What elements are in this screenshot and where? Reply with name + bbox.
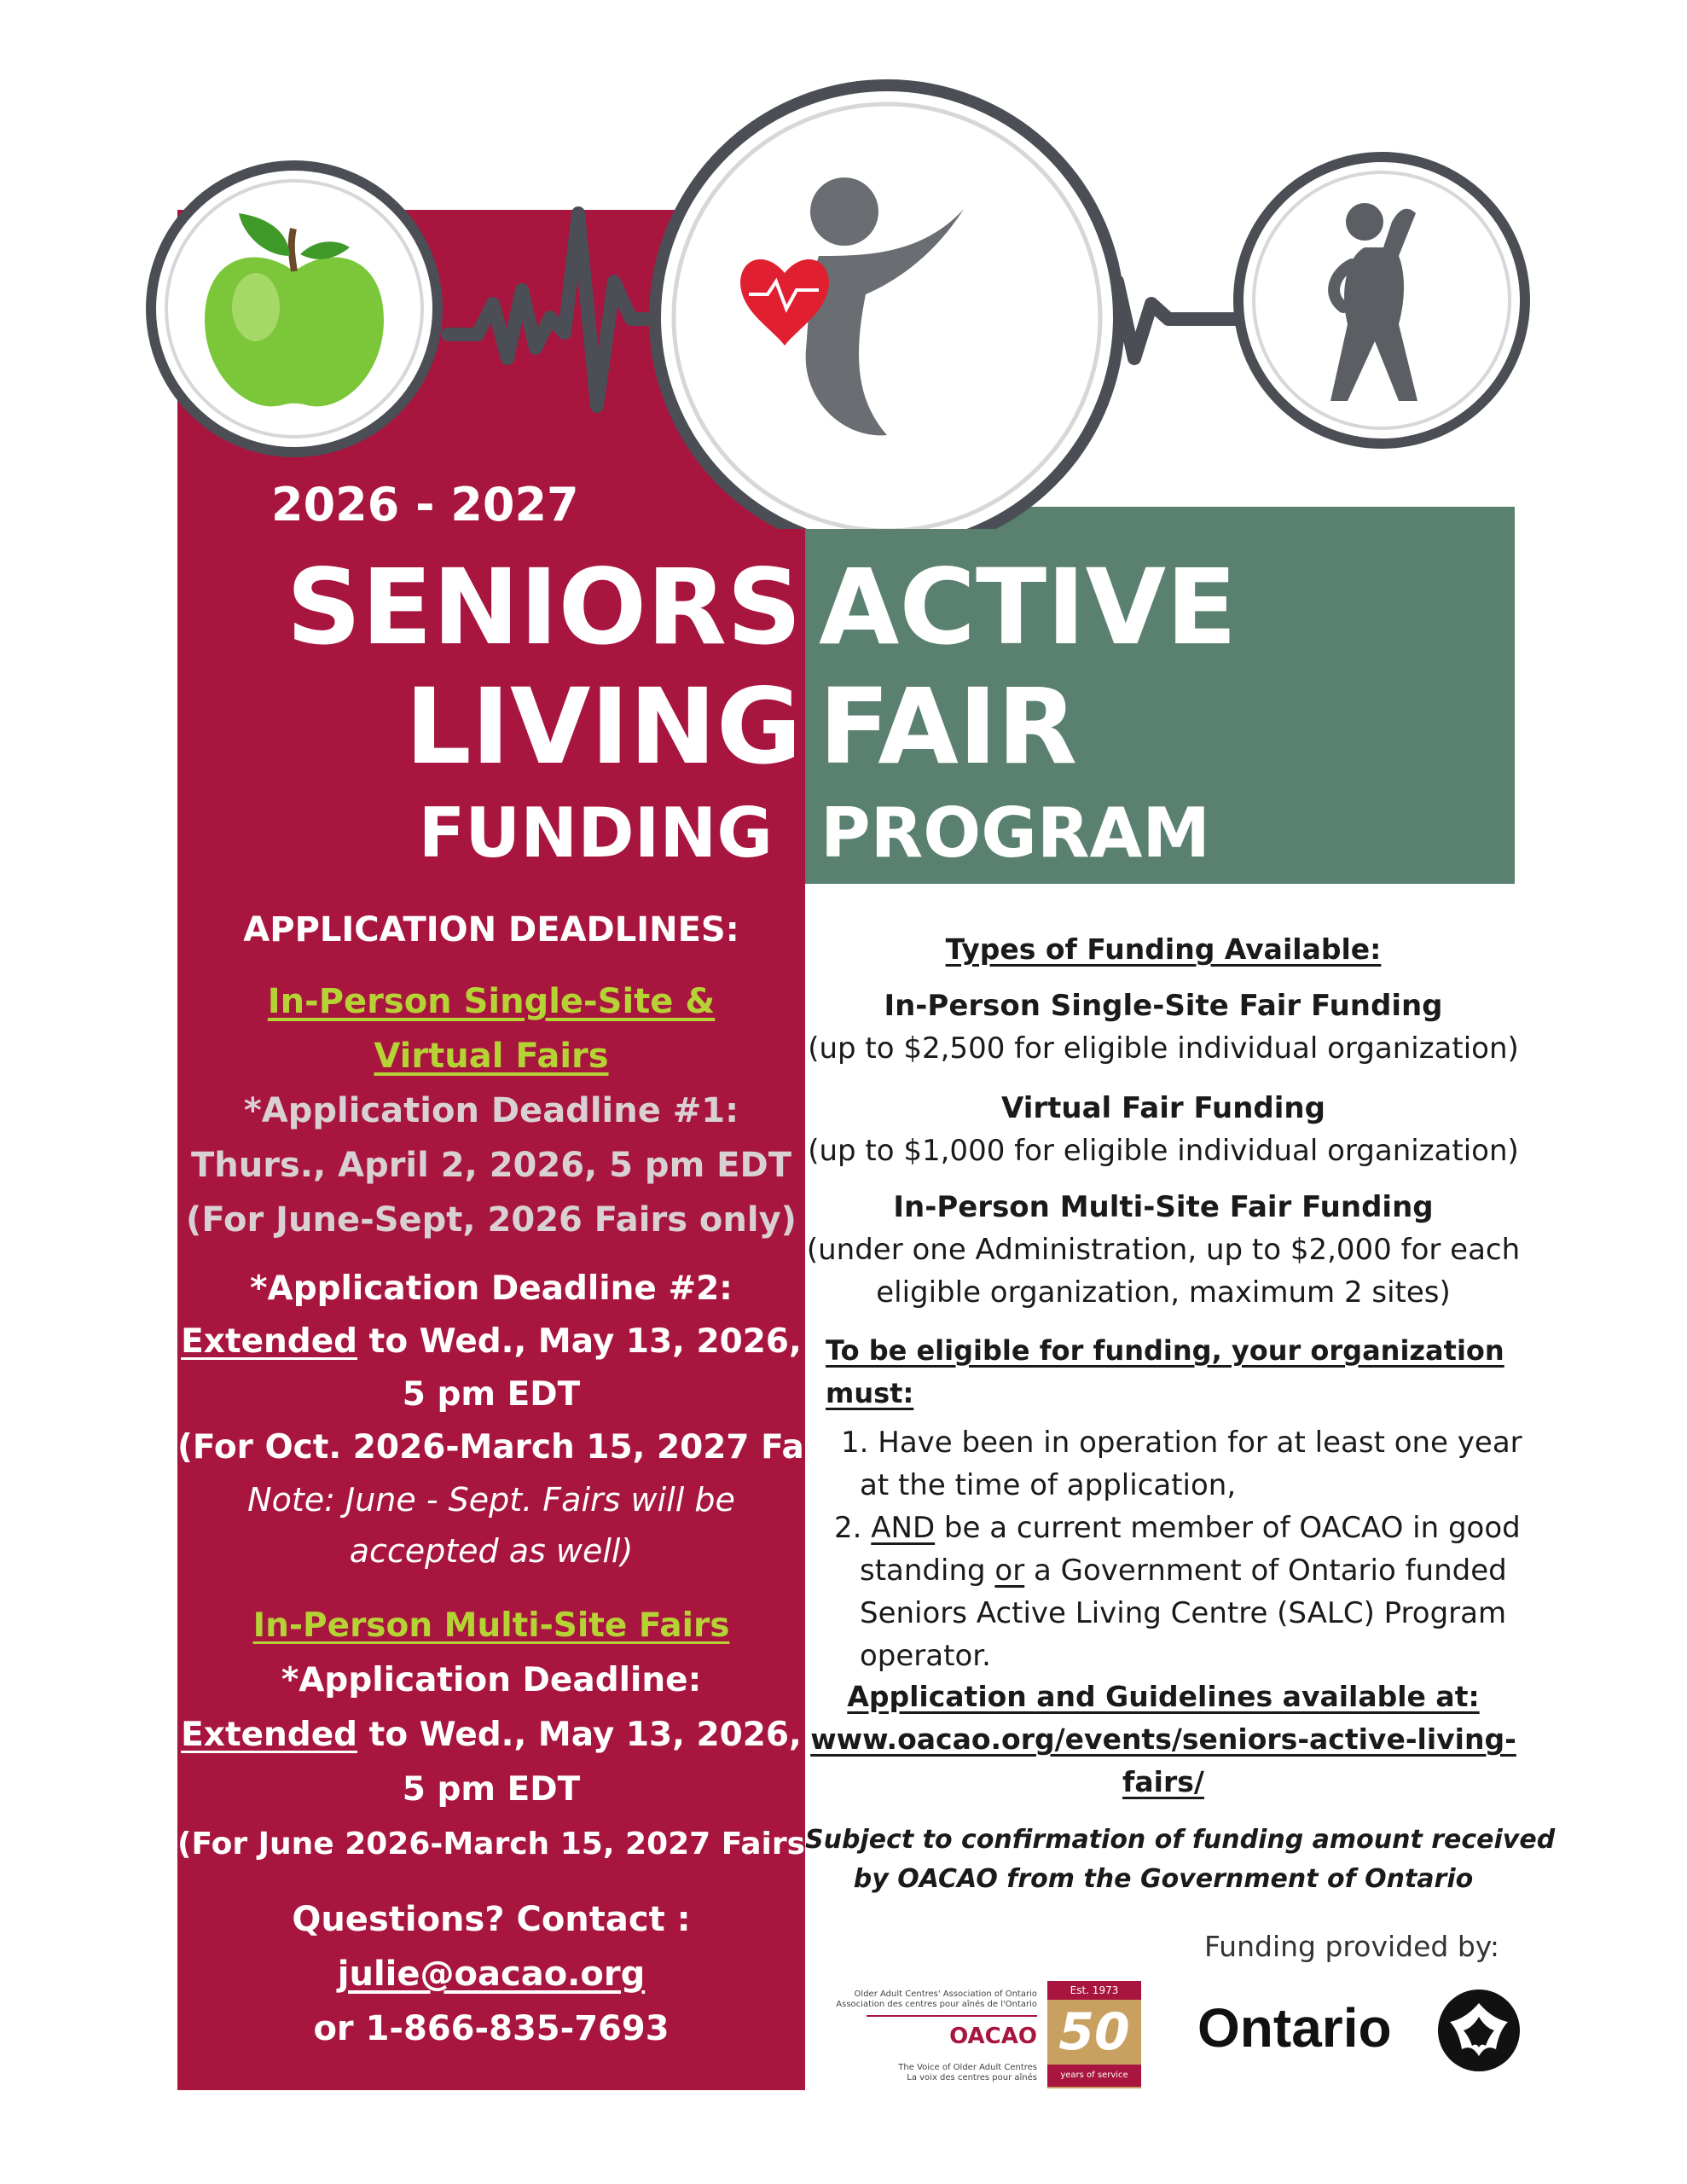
multi-site-extended: Extended: [181, 1716, 358, 1754]
eligibility-item-2b: standing or a Government of Ontario funded: [860, 1554, 1507, 1588]
guidelines-url-link-2[interactable]: fairs/: [1122, 1765, 1204, 1798]
est-label: Est. 1973: [1047, 1981, 1141, 2000]
eligibility-section: [826, 1329, 1522, 1677]
oacao-logo: [832, 1981, 1157, 2109]
single-site-title-2: Virtual Fairs: [374, 1037, 609, 1076]
multi-site-note: (For June 2026-March 15, 2027 Fairs): [177, 1827, 820, 1862]
title-funding: FUNDING: [418, 793, 773, 873]
title-fair: FAIR: [819, 666, 1078, 787]
single-site-title-1: In-Person Single-Site &: [267, 982, 716, 1021]
trillium-icon: [1436, 1988, 1522, 2073]
oacao-tag-en: The Voice of Older Adult Centres: [898, 2063, 1037, 2072]
contact-label: Questions? Contact :: [292, 1900, 691, 1939]
fifty-label: 50: [1058, 2002, 1130, 2062]
oacao-name-en: Older Adult Centres' Association of Ontario: [854, 1989, 1037, 1999]
apple-icon: [151, 166, 438, 452]
deadline-2-extended: Extended: [181, 1322, 358, 1361]
title-living: LIVING: [404, 666, 802, 787]
deadline-1-label: *Application Deadline #1:: [243, 1091, 739, 1130]
anniversary-badge: [1047, 1981, 1141, 2088]
years-label: 2026 - 2027: [271, 478, 579, 531]
guidelines-url-link[interactable]: www.oacao.org/events/seniors-active-living-: [810, 1722, 1516, 1756]
deadline-2-date: Extended to Wed., May 13, 2026,: [181, 1322, 802, 1361]
heart-figure-icon: [655, 85, 1119, 529]
ontario-wordmark: Ontario: [1197, 1997, 1392, 2059]
deadline-2-italic-2: accepted as well): [349, 1532, 634, 1570]
eligibility-item-2a: 2. AND be a current member of OACAO in good: [834, 1511, 1521, 1545]
deadline-2-label: *Application Deadline #2:: [250, 1269, 733, 1308]
stretching-figure-icon: [1238, 157, 1525, 444]
multi-site-time: 5 pm EDT: [402, 1770, 581, 1809]
funding-type-single: In-Person Single-Site Fair Funding (up to $2,500 for eligible individual organization): [808, 989, 1519, 1066]
eligibility-item-2c: Seniors Active Living Centre (SALC) Program: [860, 1596, 1507, 1630]
oacao-tag-fr: La voix des centres pour aînés: [907, 2073, 1037, 2082]
deadline-1-date: Thurs., April 2, 2026, 5 pm EDT: [191, 1146, 791, 1185]
funding-column: [805, 928, 1522, 1314]
eligibility-heading-2: must:: [826, 1377, 914, 1409]
deadline-2-time: 5 pm EDT: [402, 1375, 581, 1414]
deadlines-heading: APPLICATION DEADLINES:: [243, 910, 739, 950]
guidelines-section: [805, 1676, 1556, 1899]
deadline-2-note: (For Oct. 2026-March 15, 2027 Fairs.: [177, 1428, 865, 1467]
title-program: PROGRAM: [820, 793, 1211, 873]
funding-heading: Types of Funding Available:: [945, 932, 1382, 966]
funding-type-multi: In-Person Multi-Site Fair Funding (under one Administration, up to $2,000 for each eligible organization, maximum 2 sites): [806, 1190, 1521, 1310]
heartbeat-line-left: [448, 213, 682, 406]
oacao-name-fr: Association des centres pour aînés de l'Ontario: [836, 2000, 1037, 2009]
eligibility-item-2d: operator.: [860, 1639, 991, 1673]
eligibility-heading-1: To be eligible for funding, your organization: [826, 1334, 1504, 1367]
guidelines-heading: Application and Guidelines available at:: [847, 1680, 1480, 1713]
funding-type-virtual: Virtual Fair Funding (up to $1,000 for eligible individual organization): [808, 1091, 1519, 1168]
eligibility-item-1b: at the time of application,: [860, 1468, 1237, 1502]
deadline-2-italic-1: Note: June - Sept. Fairs will be: [247, 1481, 735, 1519]
title-active: ACTIVE: [819, 547, 1238, 668]
subject-note-2: by OACAO from the Government of Ontario: [853, 1864, 1474, 1894]
contact-phone: or 1-866-835-7693: [313, 2009, 670, 2048]
multi-site-label: *Application Deadline:: [281, 1661, 702, 1699]
eligibility-item-1a: 1. Have been in operation for at least one year: [841, 1426, 1522, 1460]
multi-site-date: Extended to Wed., May 13, 2026,: [181, 1716, 802, 1754]
deadline-1-note: (For June-Sept, 2026 Fairs only): [186, 1200, 797, 1240]
contact-email-link[interactable]: julie@oacao.org: [337, 1955, 646, 1994]
oacao-acronym: OACAO: [949, 2024, 1037, 2049]
header-graphic: [0, 0, 1687, 529]
title-seniors: SENIORS: [286, 547, 802, 668]
multi-site-title: In-Person Multi-Site Fairs: [252, 1606, 730, 1645]
years-service-label: years of service: [1047, 2065, 1141, 2087]
subject-note-1: Subject to confirmation of funding amount received: [805, 1825, 1556, 1855]
funding-provided-label: Funding provided by:: [1204, 1930, 1500, 1963]
deadlines-column: [177, 904, 865, 2056]
